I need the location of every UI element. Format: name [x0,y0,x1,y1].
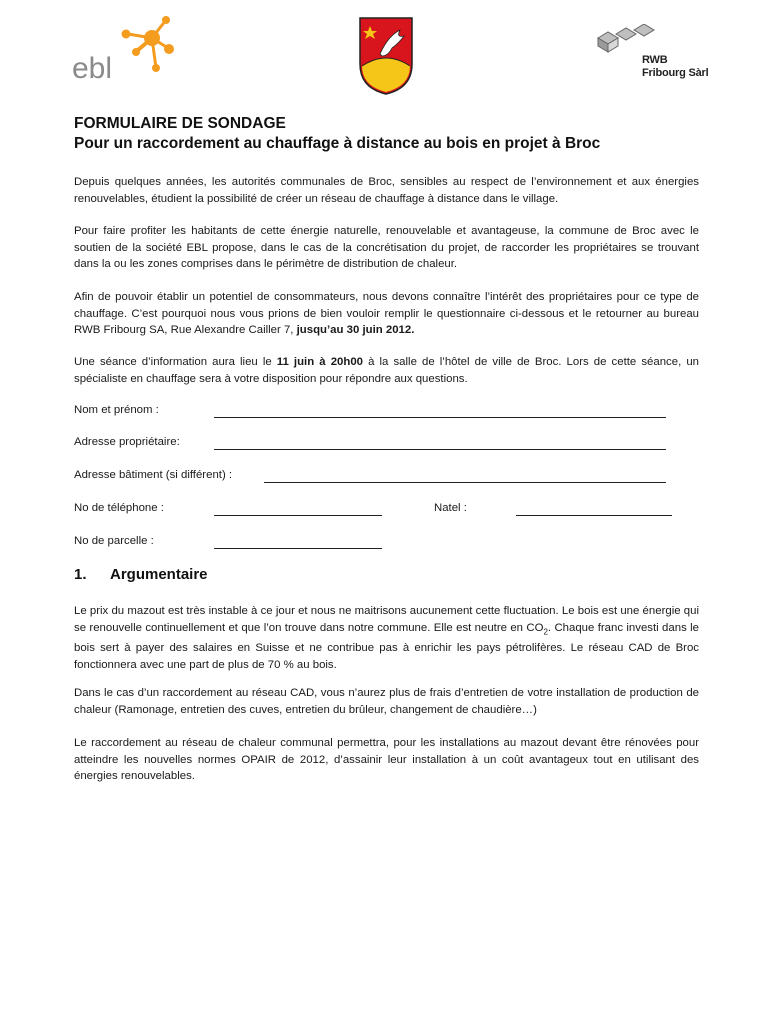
intro-p3-text: Afin de pouvoir établir un potentiel de consommateurs, nous devons connaître l’intérêt des propriétaires pour ce type de chauffage. C’est pourquoi nous vous prions de bien vouloir remplir le questionnaire ci-dessous et le retourner au bureau RWB Fribourg SA, Rue Alexandre Cailler 7, [74,291,699,337]
intro-p4-text-b: à la salle de l’hôtel de ville de Broc. Lors de cette séance, un spécialiste en chauffage sera à votre disposition pour répondre aux questions. [74,356,699,385]
rwb-logo [594,24,714,88]
section-paragraph-1 [74,603,699,674]
building-address-label: Adresse bâtiment (si différent) : [74,469,233,481]
title-line-1: FORMULAIRE DE SONDAGE [74,115,286,132]
intro-paragraph-2: Pour faire profiter les habitants de cette énergie naturelle, renouvelable et avantageuse, la commune de Broc avec le soutien de la société EBL propose, dans le cas de la concrétisation du projet, de raccorder les propriétaires se trouvant dans la ou les zones comprises dans le périmètre de distribution de chaleur. [74,225,699,271]
broc-crest-logo [358,16,414,96]
section-heading [74,566,208,583]
mobile-label: Natel : [434,502,467,514]
rwb-subtitle: Fribourg Sàrl [642,67,709,79]
intro-p4-text-a: Une séance d’information aura lieu le [74,356,277,368]
phone-field[interactable] [214,515,382,516]
owner-address-field[interactable] [214,449,666,450]
co2-subscript: 2 [543,626,548,636]
section-p1-text-b: . Chaque franc investi dans le bois sert à payer des salaires en Suisse et ne contribue pas à enrichir les pays pétrolifères. Le réseau CAD de Broc fonctionnera avec une part de plus de 70 % au bois. [74,621,699,672]
mobile-field[interactable] [516,515,672,516]
section-title: Argumentaire [110,566,208,583]
meeting-date-text: 11 juin à 20h00 [276,356,363,368]
owner-address-label: Adresse propriétaire: [74,436,180,448]
deadline-text: jusqu’au 30 juin 2012. [296,324,415,337]
name-field[interactable] [214,417,666,418]
rwb-wordmark [642,54,708,80]
name-label: Nom et prénom : [74,404,159,416]
building-address-field[interactable] [264,482,666,483]
section-p1-text-a: Le prix du mazout est très instable à ce jour et nous ne maitrisons aucunement cette fluctuation. Le bois est une énergie qui se renouvelle continuellement et que l’on trouve dans notre commune. Elle est neutre en CO [74,605,699,634]
phone-label: No de téléphone : [74,502,164,514]
rwb-name: RWB [642,54,668,66]
rwb-cubes-icon [594,24,714,54]
section-number: 1. [74,566,87,583]
intro-paragraph-4 [74,354,699,387]
title-line-2: Pour un raccordement au chauffage à distance au bois en projet à Broc [74,135,601,152]
parcel-label: No de parcelle : [74,535,154,547]
section-paragraph-2: Dans le cas d’un raccordement au réseau CAD, vous n’aurez plus de frais d’entretien de votre installation de production de chaleur (Ramonage, entretien des cuves, entretien du brûleur, changement de chaudière…) [74,687,699,716]
parcel-field[interactable] [214,548,382,549]
intro-paragraph-1: Depuis quelques années, les autorités communales de Broc, sensibles au respect de l’environnement et aux énergies renouvelables, étudient la possibilité de créer un réseau de chauffage à distance dans le village. [74,176,699,205]
ebl-wordmark: ebl [72,52,113,85]
document-title [74,114,714,154]
ebl-molecule-icon [122,16,175,72]
section-paragraph-3: Le raccordement au réseau de chaleur communal permettra, pour les installations au mazout devant être rénovées pour atteindre les nouvelles normes OPAIR de 2012, d’assainir leur installation à un coût avantageux tout en utilisant des énergies renouvelables. [74,737,699,783]
intro-paragraph-3 [74,289,699,339]
ebl-logo [68,10,178,86]
